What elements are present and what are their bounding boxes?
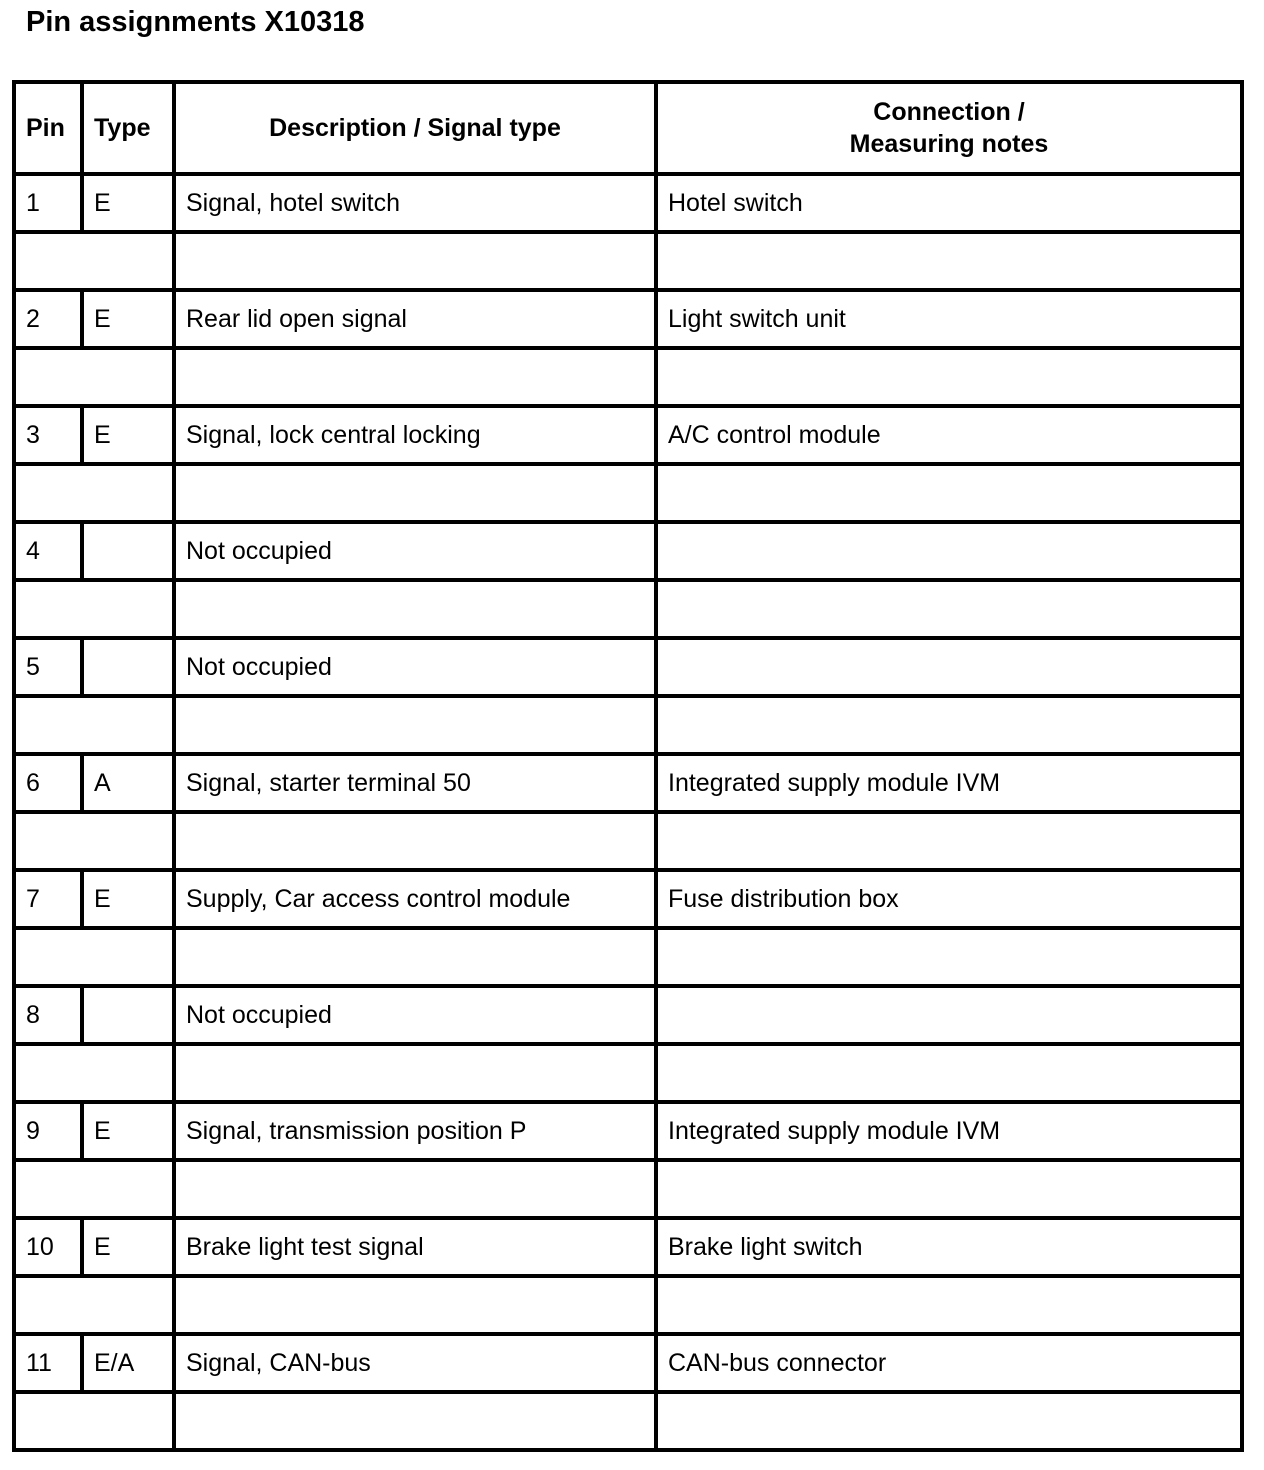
cell-connection bbox=[656, 986, 1242, 1044]
spacer-row bbox=[14, 1276, 1242, 1334]
header-connection-line2: Measuring notes bbox=[849, 130, 1049, 158]
header-connection-line1: Connection / bbox=[873, 98, 1025, 126]
spacer-cell-connection bbox=[656, 812, 1242, 870]
spacer-cell-description bbox=[174, 464, 656, 522]
header-description: Description / Signal type bbox=[174, 82, 656, 174]
spacer-cell-description bbox=[174, 580, 656, 638]
spacer-cell-pin-type bbox=[14, 696, 174, 754]
table-row bbox=[14, 522, 1242, 580]
cell-description: Signal, transmission position P bbox=[174, 1102, 656, 1160]
cell-description: Signal, CAN-bus bbox=[174, 1334, 656, 1392]
cell-pin: 2 bbox=[14, 290, 82, 348]
spacer-cell-description bbox=[174, 1160, 656, 1218]
table-body bbox=[14, 174, 1242, 1450]
header-connection bbox=[656, 82, 1242, 174]
cell-type bbox=[82, 986, 174, 1044]
table-row bbox=[14, 406, 1242, 464]
cell-description: Rear lid open signal bbox=[174, 290, 656, 348]
cell-pin: 8 bbox=[14, 986, 82, 1044]
cell-pin: 1 bbox=[14, 174, 82, 232]
cell-description: Signal, starter terminal 50 bbox=[174, 754, 656, 812]
spacer-cell-connection bbox=[656, 464, 1242, 522]
cell-description: Brake light test signal bbox=[174, 1218, 656, 1276]
document-title: Pin assignments X10318 bbox=[26, 6, 365, 38]
cell-connection: Integrated supply module IVM bbox=[656, 1102, 1242, 1160]
table-row bbox=[14, 1102, 1242, 1160]
cell-connection bbox=[656, 522, 1242, 580]
cell-pin: 5 bbox=[14, 638, 82, 696]
cell-type: A bbox=[82, 754, 174, 812]
spacer-cell-pin-type bbox=[14, 464, 174, 522]
cell-connection bbox=[656, 638, 1242, 696]
spacer-row bbox=[14, 580, 1242, 638]
header-pin: Pin bbox=[14, 82, 82, 174]
cell-description: Signal, lock central locking bbox=[174, 406, 656, 464]
table-row bbox=[14, 638, 1242, 696]
cell-connection: Brake light switch bbox=[656, 1218, 1242, 1276]
cell-connection: CAN-bus connector bbox=[656, 1334, 1242, 1392]
cell-type: E bbox=[82, 1102, 174, 1160]
pin-assignments-table bbox=[12, 80, 1244, 1452]
table-row bbox=[14, 986, 1242, 1044]
cell-connection: Fuse distribution box bbox=[656, 870, 1242, 928]
spacer-row bbox=[14, 696, 1242, 754]
cell-connection: Hotel switch bbox=[656, 174, 1242, 232]
spacer-cell-connection bbox=[656, 1392, 1242, 1450]
table-row bbox=[14, 1334, 1242, 1392]
cell-pin: 9 bbox=[14, 1102, 82, 1160]
cell-connection: A/C control module bbox=[656, 406, 1242, 464]
cell-description: Not occupied bbox=[174, 638, 656, 696]
cell-connection: Integrated supply module IVM bbox=[656, 754, 1242, 812]
cell-type: E bbox=[82, 174, 174, 232]
spacer-row bbox=[14, 928, 1242, 986]
cell-type: E bbox=[82, 1218, 174, 1276]
spacer-cell-description bbox=[174, 696, 656, 754]
spacer-cell-connection bbox=[656, 928, 1242, 986]
spacer-cell-pin-type bbox=[14, 812, 174, 870]
spacer-row bbox=[14, 464, 1242, 522]
cell-description: Not occupied bbox=[174, 986, 656, 1044]
table-row bbox=[14, 290, 1242, 348]
cell-description: Signal, hotel switch bbox=[174, 174, 656, 232]
spacer-row bbox=[14, 348, 1242, 406]
cell-type: E bbox=[82, 290, 174, 348]
spacer-cell-description bbox=[174, 812, 656, 870]
spacer-row bbox=[14, 1392, 1242, 1450]
spacer-cell-connection bbox=[656, 1160, 1242, 1218]
cell-connection: Light switch unit bbox=[656, 290, 1242, 348]
spacer-cell-description bbox=[174, 1276, 656, 1334]
spacer-row bbox=[14, 1044, 1242, 1102]
table-row bbox=[14, 870, 1242, 928]
cell-type: E bbox=[82, 870, 174, 928]
spacer-cell-description bbox=[174, 928, 656, 986]
spacer-cell-connection bbox=[656, 580, 1242, 638]
table-row bbox=[14, 754, 1242, 812]
spacer-cell-connection bbox=[656, 1276, 1242, 1334]
spacer-cell-pin-type bbox=[14, 1160, 174, 1218]
cell-type: E/A bbox=[82, 1334, 174, 1392]
spacer-cell-description bbox=[174, 348, 656, 406]
spacer-cell-pin-type bbox=[14, 1044, 174, 1102]
cell-type: E bbox=[82, 406, 174, 464]
spacer-cell-connection bbox=[656, 348, 1242, 406]
cell-description: Supply, Car access control module bbox=[174, 870, 656, 928]
header-row bbox=[14, 82, 1242, 174]
spacer-cell-pin-type bbox=[14, 232, 174, 290]
spacer-cell-pin-type bbox=[14, 580, 174, 638]
spacer-cell-connection bbox=[656, 696, 1242, 754]
spacer-row bbox=[14, 1160, 1242, 1218]
spacer-cell-pin-type bbox=[14, 348, 174, 406]
spacer-row bbox=[14, 232, 1242, 290]
cell-pin: 10 bbox=[14, 1218, 82, 1276]
cell-pin: 3 bbox=[14, 406, 82, 464]
cell-pin: 4 bbox=[14, 522, 82, 580]
header-type: Type bbox=[82, 82, 174, 174]
table-row bbox=[14, 1218, 1242, 1276]
spacer-cell-description bbox=[174, 232, 656, 290]
spacer-cell-connection bbox=[656, 1044, 1242, 1102]
cell-description: Not occupied bbox=[174, 522, 656, 580]
cell-type bbox=[82, 638, 174, 696]
spacer-cell-pin-type bbox=[14, 1276, 174, 1334]
spacer-row bbox=[14, 812, 1242, 870]
spacer-cell-description bbox=[174, 1044, 656, 1102]
spacer-cell-pin-type bbox=[14, 1392, 174, 1450]
cell-type bbox=[82, 522, 174, 580]
cell-pin: 11 bbox=[14, 1334, 82, 1392]
cell-pin: 6 bbox=[14, 754, 82, 812]
spacer-cell-description bbox=[174, 1392, 656, 1450]
spacer-cell-pin-type bbox=[14, 928, 174, 986]
cell-pin: 7 bbox=[14, 870, 82, 928]
spacer-cell-connection bbox=[656, 232, 1242, 290]
table-row bbox=[14, 174, 1242, 232]
